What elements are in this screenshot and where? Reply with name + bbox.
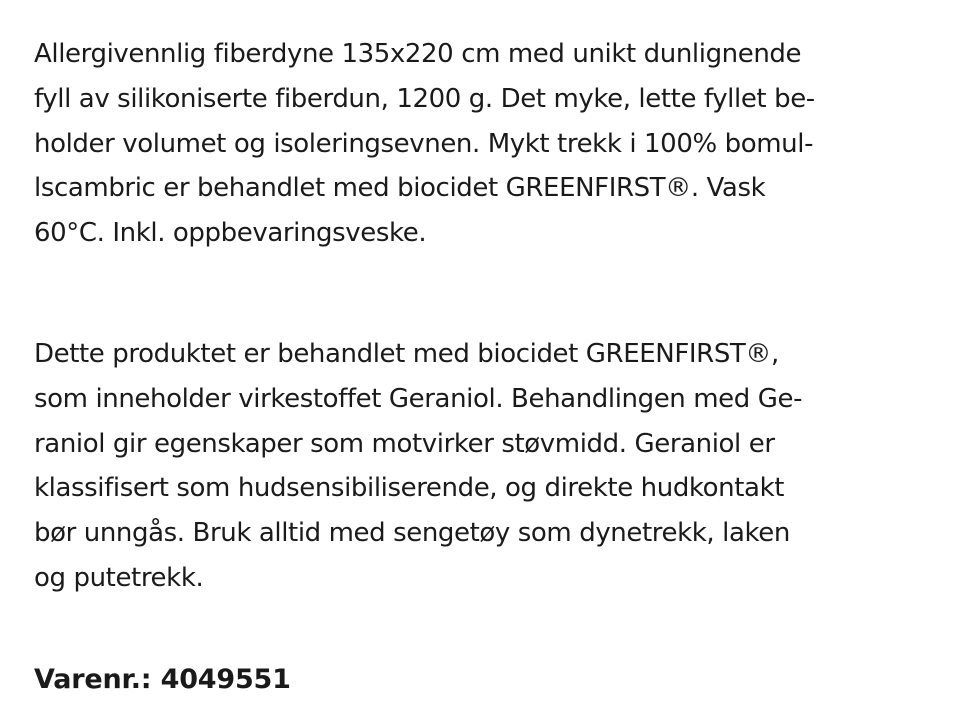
product-description bbox=[34, 32, 934, 601]
sku-value: 4049551 bbox=[160, 664, 291, 695]
sku-label: Varenr.: bbox=[34, 664, 152, 695]
sku-line bbox=[34, 658, 291, 702]
description-paragraph-1: Allergivennlig fiberdyne 135x220 cm med unikt dunlignende fyll av silikoniserte fiberdun, 1200 g. Det myke, lette fyllet be- holder volumet og isoleringsevnen. Mykt trekk i 100% bomul- lscambric er behandlet med biocidet GREENFIRST®. Vask 60°C. Inkl. oppbevaringsveske. bbox=[34, 39, 815, 249]
description-paragraph-2: Dette produktet er behandlet med biocidet GREENFIRST®, som inneholder virkestoffet Geraniol. Behandlingen med Ge- raniol gir egenskaper som motvirker støvmidd. Geraniol er klassifisert som hudsensibiliserende, og direkte hudkontakt bør unngås. Bruk alltid med sengetøy som dynetrekk, laken og putetrekk. bbox=[34, 338, 803, 593]
